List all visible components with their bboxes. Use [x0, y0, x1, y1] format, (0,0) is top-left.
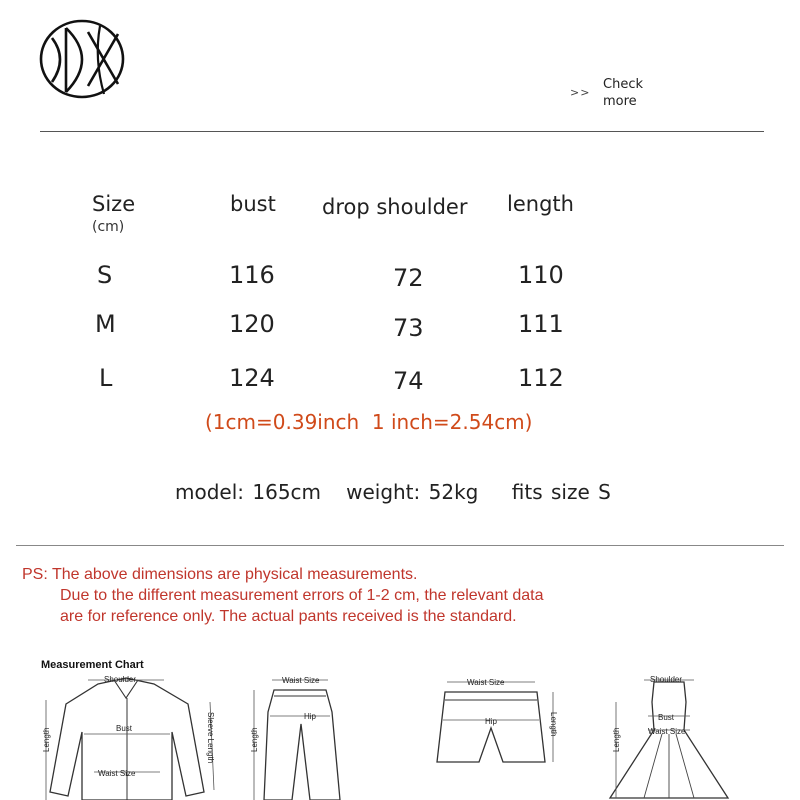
shirt-waist-label: Waist Size: [98, 769, 136, 778]
ps-note-line: PS: The above dimensions are physical measurements.: [22, 566, 418, 583]
col-header-length: length: [507, 192, 574, 216]
dress-shoulder-label: Shoulder: [650, 675, 683, 684]
dress-bust-label: Bust: [658, 713, 675, 722]
section-divider: [16, 545, 784, 546]
col-header-drop-shoulder: drop shoulder: [322, 195, 468, 219]
size-unit: (cm): [92, 219, 125, 235]
header-divider: [40, 131, 764, 132]
row-drop-shoulder: 72: [393, 264, 424, 292]
shorts-length-label: Length: [549, 712, 558, 737]
check-more-label: Check more: [603, 77, 643, 109]
shorts-hip-label: Hip: [485, 717, 498, 726]
row-size: M: [95, 310, 116, 338]
brand-logo: [38, 18, 126, 100]
row-length: 110: [518, 261, 564, 289]
measurement-chart-title: Measurement Chart: [41, 659, 144, 671]
dress-waist-label: Waist Size: [648, 727, 686, 736]
shirt-bust-label: Bust: [116, 724, 133, 733]
row-bust: 120: [229, 310, 275, 338]
ps-note-line: are for reference only. The actual pants received is the standard.: [60, 608, 517, 625]
row-bust: 124: [229, 364, 275, 392]
dress-length-label: Length: [612, 727, 621, 752]
row-length: 111: [518, 310, 564, 338]
row-size: L: [99, 364, 113, 392]
col-header-bust: bust: [230, 192, 276, 216]
col-header-size: Size: [92, 192, 136, 216]
shirt-sleeve-label: Sleeve Length: [206, 712, 215, 764]
pants-diagram: [244, 672, 354, 800]
row-bust: 116: [229, 261, 275, 289]
shorts-waist-label: Waist Size: [467, 678, 505, 687]
shirt-shoulder-label: Shoulder: [104, 675, 137, 684]
check-more-link[interactable]: [570, 74, 690, 114]
row-drop-shoulder: 73: [393, 314, 424, 342]
dress-diagram: [604, 672, 734, 800]
ps-note-line: Due to the different measurement errors of 1-2 cm, the relevant data: [60, 587, 544, 604]
model-info: model: 165cm weight: 52kg fits size S: [175, 480, 611, 504]
row-drop-shoulder: 74: [393, 367, 424, 395]
shorts-diagram: [425, 672, 560, 800]
shirt-length-label: Length: [42, 727, 51, 752]
pants-waist-label: Waist Size: [282, 676, 320, 685]
pants-length-label: Length: [250, 727, 259, 752]
row-size: S: [97, 261, 113, 289]
shirt-diagram: [38, 672, 223, 800]
double-chevron-icon: >>: [570, 86, 591, 99]
unit-conversion-note: (1cm=0.39inch 1 inch=2.54cm): [205, 410, 533, 434]
pants-hip-label: Hip: [304, 712, 317, 721]
row-length: 112: [518, 364, 564, 392]
